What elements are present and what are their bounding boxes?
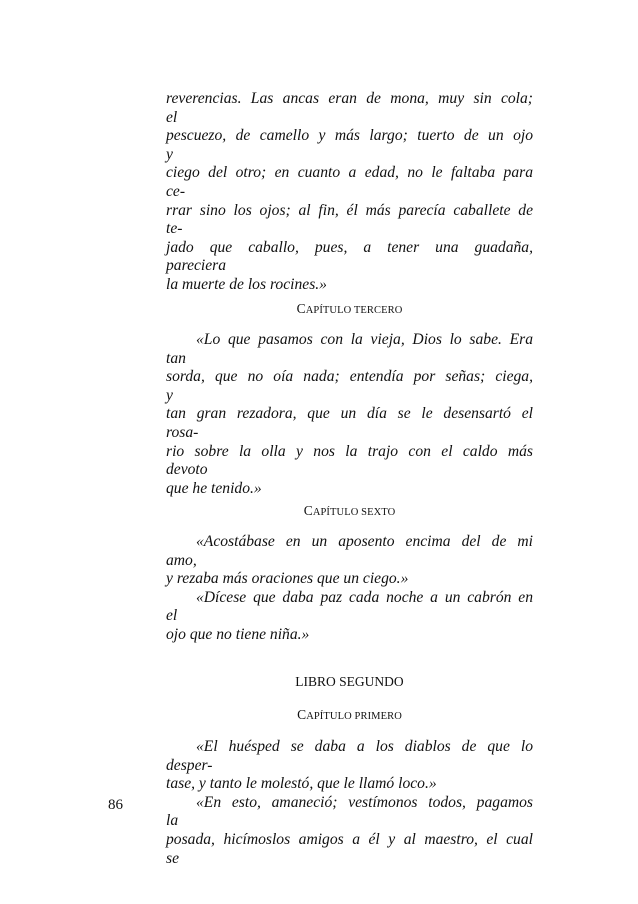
text-line: sorda, que no oía nada; entendía por señas; ciega,: [166, 368, 533, 386]
paragraph-block-2: [166, 331, 533, 498]
text-line: que he tenido.»: [166, 479, 262, 497]
text-line: tan: [166, 349, 186, 367]
chapter-heading-primero: [166, 707, 533, 723]
text-line: y: [166, 145, 173, 163]
paragraph-block-4: [166, 738, 533, 868]
text-line: y: [166, 386, 173, 404]
text-line: amo,: [166, 551, 197, 569]
text-line: posada, hicímoslos amigos a él y al maestro, el cual: [166, 830, 533, 848]
paragraph-block-1: [166, 90, 533, 295]
text-line: y rezaba más oraciones que un ciego.»: [166, 570, 409, 588]
text-line: el: [166, 607, 178, 625]
text-line: ojo que no tiene niña.»: [166, 625, 310, 643]
text-line: «Acostábase en un aposento encima del de mi: [196, 533, 533, 550]
text-line: te-: [166, 220, 183, 238]
text-line: «En esto, amaneció; vestímonos todos, pagamos: [196, 793, 533, 811]
text-line: desper-: [166, 756, 213, 774]
chapter-heading-tercero: [166, 301, 533, 317]
text-line: ciego del otro; en cuanto a edad, no le faltaba para: [166, 164, 533, 182]
heading-initial: C: [297, 707, 307, 722]
book-heading: LIBRO SEGUNDO: [295, 674, 404, 689]
text-line: rosa-: [166, 423, 199, 441]
heading-initial: C: [303, 503, 313, 518]
heading-rest: APÍTULO SEXTO: [312, 507, 396, 518]
text-line: la muerte de los rocines.»: [166, 275, 327, 293]
text-line: tan gran rezadora, que un día se le desensartó el: [166, 405, 533, 423]
text-line: rio sobre la olla y nos la trajo con el caldo más: [166, 442, 533, 460]
text-line: «Dícese que daba paz cada noche a un cabrón en: [196, 588, 533, 606]
text-line: la: [166, 812, 179, 830]
text-line: se: [166, 849, 179, 867]
text-line: ce-: [166, 182, 186, 200]
text-line: reverencias. Las ancas eran de mona, muy sin cola;: [166, 90, 533, 107]
text-line: «Lo que pasamos con la vieja, Dios lo sabe. Era: [196, 331, 533, 348]
text-line: pareciera: [166, 257, 227, 275]
text-line: «El huésped se daba a los diablos de que lo: [196, 738, 533, 755]
text-line: el: [166, 108, 178, 126]
heading-rest: APÍTULO TERCERO: [305, 305, 403, 316]
text-line: rrar sino los ojos; al fin, él más parecía caballete de: [166, 201, 533, 219]
heading-initial: C: [296, 301, 306, 316]
chapter-heading-sexto: [166, 503, 533, 519]
page-number: 86: [108, 797, 123, 813]
text-line: jado que caballo, pues, a tener una guadaña,: [166, 238, 533, 256]
heading-rest: APÍTULO PRIMERO: [306, 711, 402, 722]
text-line: pescuezo, de camello y más largo; tuerto de un ojo: [166, 127, 533, 145]
paragraph-block-3: [166, 533, 533, 645]
text-line: tase, y tanto le molestó, que le llamó loco.»: [166, 775, 437, 793]
text-line: devoto: [166, 461, 208, 479]
